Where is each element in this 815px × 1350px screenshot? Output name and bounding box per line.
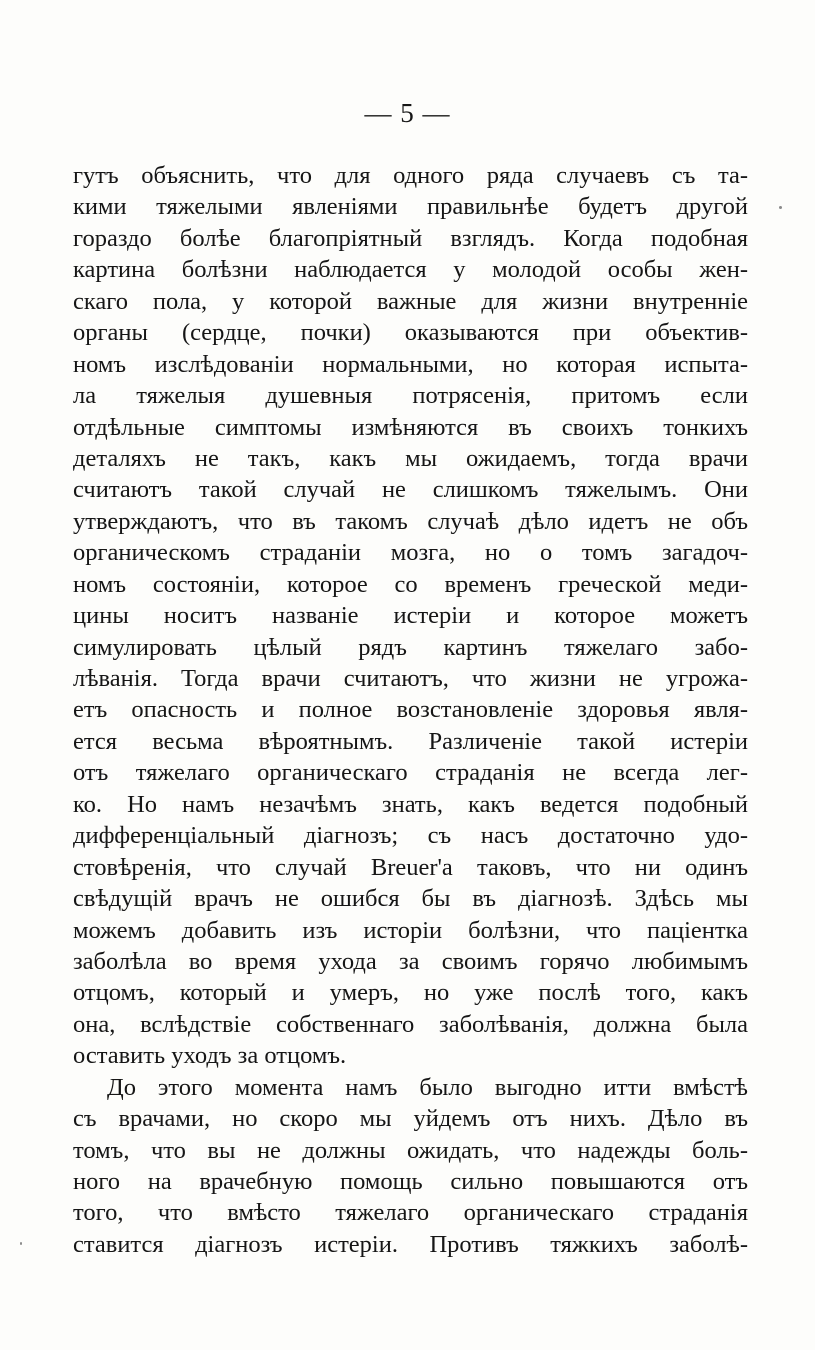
text-line: отдѣльные симптомы измѣняются въ своихъ тонкихъ bbox=[73, 413, 748, 441]
text-line: томъ, что вы не должны ожидать, что надежды боль- bbox=[73, 1136, 748, 1164]
text-line: До этого момента намъ было выгодно итти вмѣстѣ bbox=[107, 1073, 748, 1101]
paragraph bbox=[73, 160, 748, 1072]
text-line: можемъ добавить изъ исторіи болѣзни, что паціентка bbox=[73, 916, 748, 944]
text-line: номъ состояніи, которое со временъ греческой меди- bbox=[73, 570, 748, 598]
ink-speck bbox=[20, 1242, 22, 1245]
text-line: ла тяжелыя душевныя потрясенія, притомъ если bbox=[73, 382, 748, 410]
text-line: лѣванія. Тогда врачи считаютъ, что жизни не угрожа- bbox=[73, 665, 748, 692]
text-line: скаго пола, у которой важные для жизни внутренніе bbox=[73, 287, 748, 315]
paragraph bbox=[73, 1072, 748, 1261]
text-line: гутъ объяснить, что для одного ряда случаевъ съ та- bbox=[73, 162, 748, 189]
text-line: деталяхъ не такъ, какъ мы ожидаемъ, тогда врачи bbox=[73, 444, 748, 472]
text-line: она, вслѣдствіе собственнаго заболѣванія, должна была bbox=[73, 1010, 748, 1038]
text-line: етъ опасность и полное возстановленіе здоровья явля- bbox=[73, 696, 748, 724]
text-line: органы (сердце, почки) оказываются при объектив- bbox=[73, 319, 748, 347]
text-line: ставится діагнозъ истеріи. Противъ тяжкихъ заболѣ- bbox=[73, 1230, 748, 1258]
text-line: ется весьма вѣроятнымъ. Различеніе такой истеріи bbox=[73, 727, 748, 755]
page-number: — 5 — bbox=[364, 98, 451, 128]
text-line: стовѣренія, что случай Breuer'a таковъ, что ни одинъ bbox=[73, 853, 748, 881]
text-line: дифференціальный діагнозъ; съ насъ достаточно удо- bbox=[73, 822, 748, 850]
body-text bbox=[73, 160, 748, 1260]
text-line: гораздо болѣе благопріятный взглядъ. Когда подобная bbox=[73, 224, 748, 252]
text-line: отцомъ, который и умеръ, но уже послѣ того, какъ bbox=[73, 979, 748, 1007]
text-line: органическомъ страданіи мозга, но о томъ загадоч- bbox=[73, 539, 748, 567]
text-line: цины носитъ названіе истеріи и которое можетъ bbox=[73, 602, 748, 630]
text-line: заболѣла во время ухода за своимъ горячо любимымъ bbox=[73, 947, 748, 975]
text-line: того, что вмѣсто тяжелаго органическаго страданія bbox=[73, 1199, 748, 1227]
text-line: отъ тяжелаго органическаго страданія не всегда лег- bbox=[73, 759, 748, 787]
text-line: симулировать цѣлый рядъ картинъ тяжелаго забо- bbox=[73, 633, 748, 661]
text-line: ного на врачебную помощь сильно повышаются отъ bbox=[73, 1168, 748, 1195]
text-line: считаютъ такой случай не слишкомъ тяжелымъ. Они bbox=[73, 476, 748, 504]
ink-speck bbox=[779, 206, 782, 209]
text-line: утверждаютъ, что въ такомъ случаѣ дѣло идетъ не объ bbox=[73, 507, 748, 535]
text-line: ко. Но намъ незачѣмъ знать, какъ ведется подобный bbox=[73, 790, 748, 818]
text-line: оставить уходъ за отцомъ. bbox=[73, 1042, 347, 1070]
text-line: номъ изслѣдованіи нормальными, но которая испыта- bbox=[73, 350, 748, 378]
text-line: кими тяжелыми явленіями правильнѣе будетъ другой bbox=[73, 193, 748, 221]
text-line: съ врачами, но скоро мы уйдемъ отъ нихъ. Дѣло въ bbox=[73, 1105, 748, 1133]
text-line: картина болѣзни наблюдается у молодой особы жен- bbox=[73, 256, 748, 284]
text-line: свѣдущій врачъ не ошибся бы въ діагнозѣ. Здѣсь мы bbox=[73, 885, 748, 913]
